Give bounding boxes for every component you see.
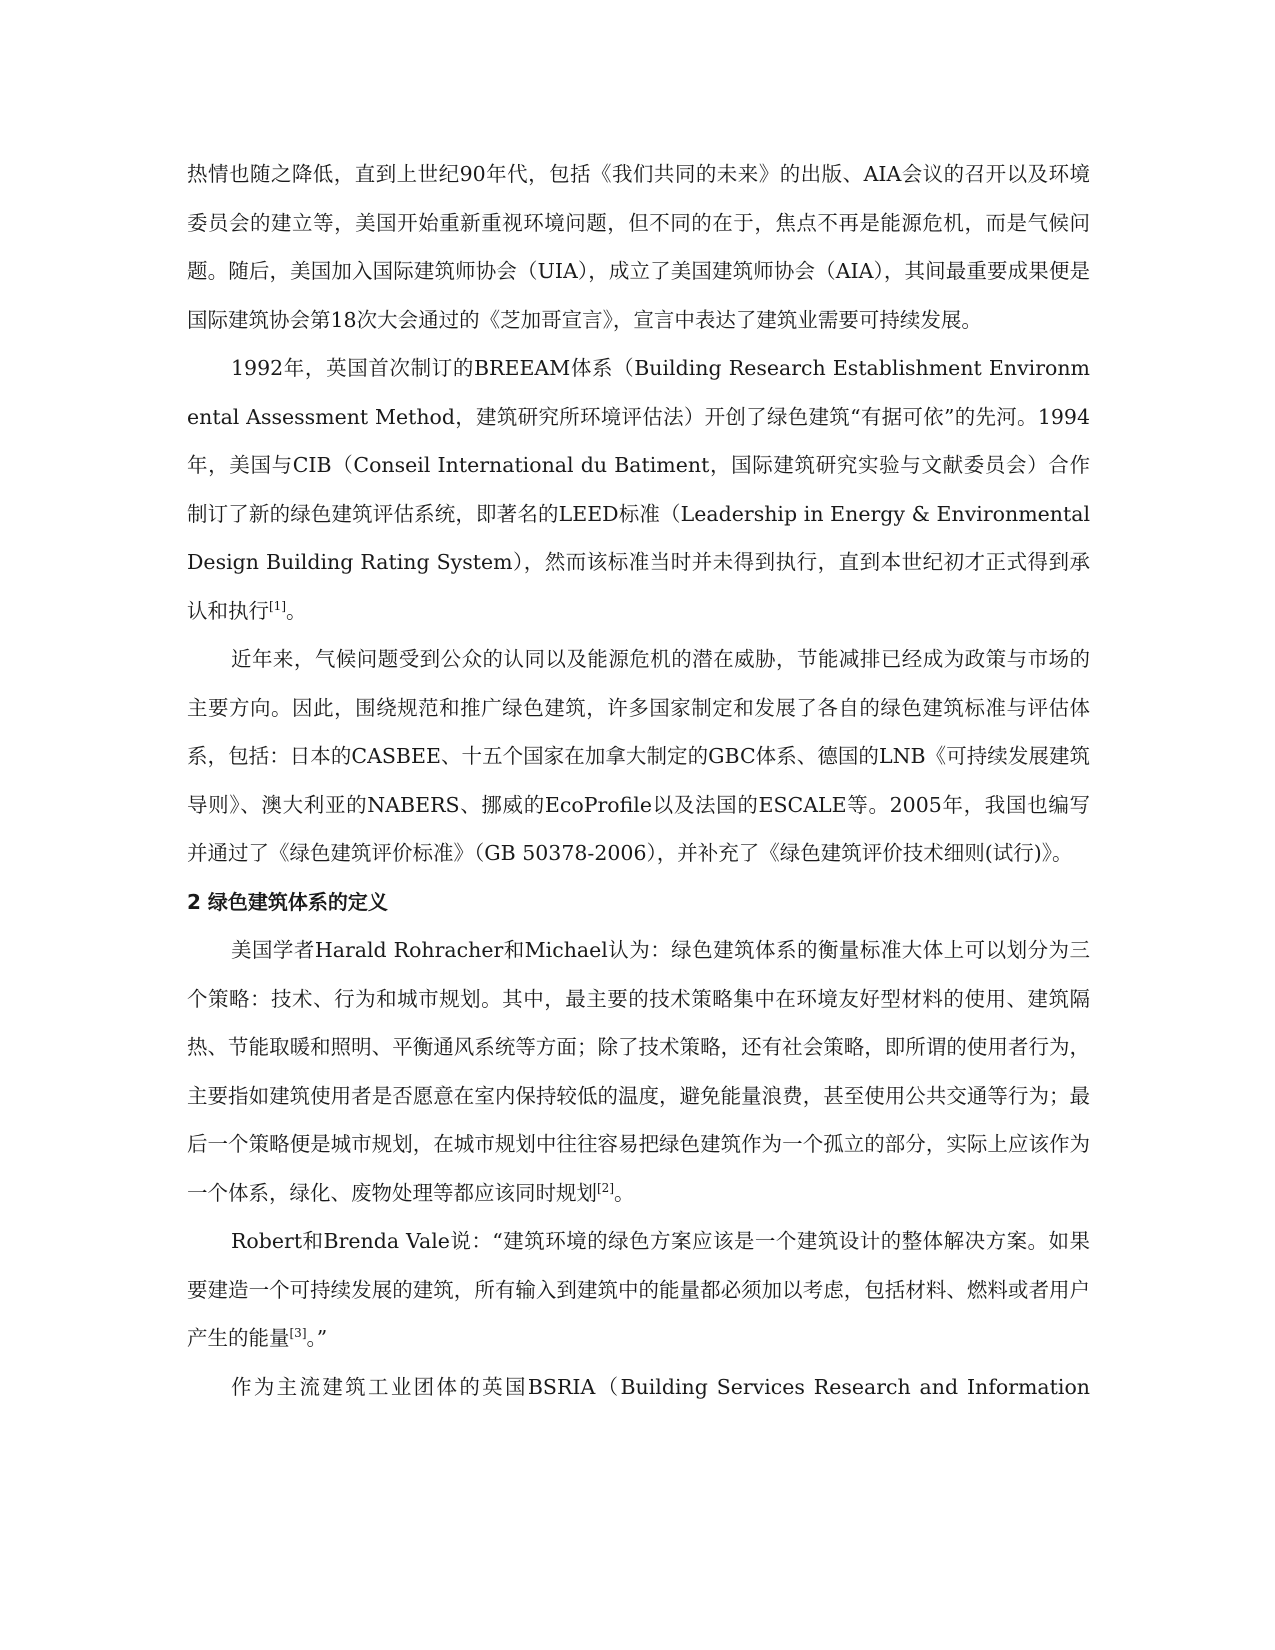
citation-2: [2] bbox=[597, 1180, 614, 1195]
citation-3: [3] bbox=[289, 1326, 307, 1340]
section-heading bbox=[187, 878, 1090, 927]
paragraph-5-end: 。” bbox=[306, 1326, 328, 1350]
paragraph-4 bbox=[187, 926, 1090, 1217]
paragraph-3 bbox=[187, 635, 1090, 878]
paragraph-2-end: 。 bbox=[286, 598, 307, 623]
paragraph-3-text: 近年来，气候问题受到公众的认同以及能源危机的潜在威胁，节能减排已经成为政策与市场的主要方向。因此，围绕规范和推广绿色建筑，许多国家制定和发展了各自的绿色建筑标准与评估体系，包括：日本的CASBEE、十五个国家在加拿大制定的GBC体系、德国的LNB《可持续发展建筑导则》、澳大利亚的NABERS、挪威的EcoProfile以及法国的ESCALE等。2005年，我国也编写并通过了《绿色建筑评价标准》（GB 50378-2006），并补充了《绿色建筑评价技术细则(试行)》。 bbox=[187, 647, 1090, 865]
paragraph-2-text: 1992年，英国首次制订的BREEAM体系（Building Research Establishment Environmental Assessment Method，建筑研究所环境评估法）开创了绿色建筑“有据可依”的先河。1994年，美国与CIB（Conseil International du Batiment，国际建筑研究实验与文献委员会）合作制订了新的绿色建筑评估系统，即著名的LEED标准（Leadership in Energy & Environmental Design Building Rating System），然而该标准当时并未得到执行，直到本世纪初才正式得到承认和执行 bbox=[187, 356, 1090, 623]
citation-1: [1] bbox=[269, 598, 286, 613]
paragraph-5 bbox=[187, 1217, 1090, 1363]
paragraph-1-text: 热情也随之降低，直到上世纪90年代，包括《我们共同的未来》的出版、AIA会议的召开以及环境委员会的建立等，美国开始重新重视环境问题，但不同的在于，焦点不再是能源危机，而是气候问题。随后，美国加入国际建筑师协会（UIA），成立了美国建筑师协会（AIA），其间最重要成果便是国际建筑协会第18次大会通过的《芝加哥宣言》，宣言中表达了建筑业需要可持续发展。 bbox=[187, 162, 1090, 332]
document-page bbox=[187, 150, 1090, 1411]
paragraph-2 bbox=[187, 344, 1090, 635]
paragraph-6-text: 作为主流建筑工业团体的英国BSRIA（Building Services Research and Information bbox=[231, 1374, 1090, 1399]
paragraph-4-end: 。 bbox=[614, 1180, 635, 1205]
paragraph-6 bbox=[187, 1363, 1090, 1412]
paragraph-4-text: 美国学者Harald Rohracher和Michael认为：绿色建筑体系的衡量标准大体上可以划分为三个策略：技术、行为和城市规划。其中，最主要的技术策略集中在环境友好型材料的使用、建筑隔热、节能取暖和照明、平衡通风系统等方面；除了技术策略，还有社会策略，即所谓的使用者行为，主要指如建筑使用者是否愿意在室内保持较低的温度，避免能量浪费，甚至使用公共交通等行为；最后一个策略便是城市规划，在城市规划中往往容易把绿色建筑作为一个孤立的部分，实际上应该作为一个体系，绿化、废物处理等都应该同时规划 bbox=[187, 938, 1090, 1205]
paragraph-5-text: Robert和Brenda Vale说：“建筑环境的绿色方案应该是一个建筑设计的整体解决方案。如果要建造一个可持续发展的建筑，所有输入到建筑中的能量都必须加以考虑，包括材料、燃料或者用户产生的能量 bbox=[187, 1229, 1090, 1350]
section-heading-text: 2 绿色建筑体系的定义 bbox=[187, 889, 388, 914]
paragraph-1 bbox=[187, 150, 1090, 344]
